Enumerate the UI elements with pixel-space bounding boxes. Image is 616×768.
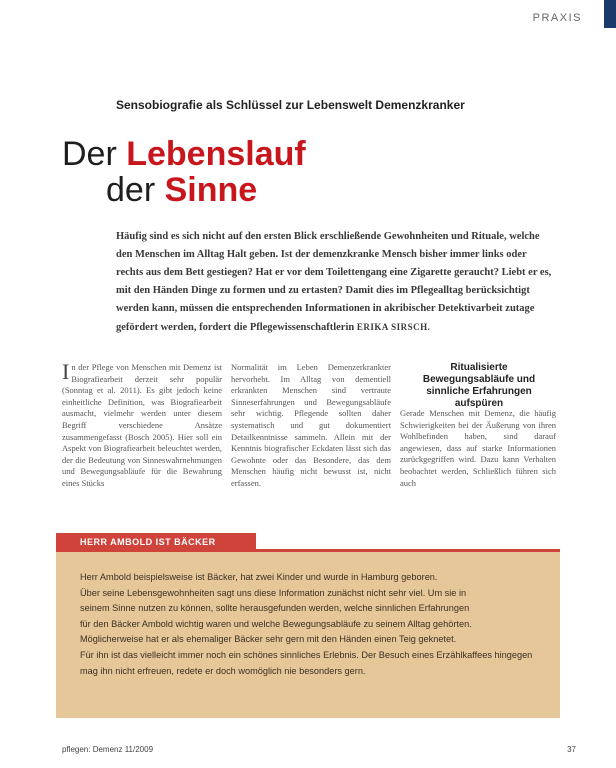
infobox-line: Über seine Lebensgewohnheiten sagt uns diese Information zunächst nicht sehr viel. Um sie in [80,587,467,598]
intro-text: Häufig sind es sich nicht auf den ersten Blick erschließende Gewohnheiten und Rituale, welche den Menschen im Alltag Halt geben. Ist der demenzkranke Mensch bisher immer links oder rechts aus dem Bett gestiegen? Hat er vor dem Toilettengang eine Zigarette geraucht? Liebt er es, mit den Händen Dinge zu formen und zu ertasten? Damit dies im Pflegealltag berücksichtigt werden kann, müssen die entsprechenden Informationen in akribischer Detektivarbeit zutage gefördert werden, fordert die Pflegewissenschaftlerin [116,231,552,333]
infobox-line: Möglicherweise hat er als ehemaliger Bäcker sehr gern mit den Händen einen Teig geknetet. [80,634,457,645]
title-dark-word-1: Der [62,135,127,173]
infobox-line: Herr Ambold beispielsweise ist Bäcker, hat zwei Kinder und wurde in Hamburg geboren. [80,572,438,582]
body-column-1 [62,359,222,490]
column-3-subhead: Ritualisierte Bewegungsabläufe und sinnliche Erfahrungen aufspüren [422,362,536,409]
section-label: PRAXIS [532,12,582,24]
column-2-text: Normalität im Leben Demenzerkrankter hervorhebt. Im Alltag von dementiell erkrankten Menschen sind vertraute Sinneserfahrungen und Bewegungsabläufe sehr wichtig. Pflegende sollten daher systematisch und gut dokumentiert Detailkenntnisse sammeln. Allein mit der Kenntnis biografischer Eckdaten lässt sich das Gewohnte oder das Besondere, das dem Menschen häufig nicht bewusst ist, nicht erfassen. [231,362,391,488]
body-column-3 [400,408,556,489]
infobox-line: für den Bäcker Ambold wichtig waren und welche Bewegungsabläufe zu seinem Alltag gehörten. [80,618,472,629]
footer-publication: pflegen: Demenz 11/2009 [62,745,154,754]
column-1-text: n der Pflege von Menschen mit Demenz ist Biografiearbeit derzeit sehr populär (Sonntag et al. 2011). Es gibt jedoch keine einheitliche Definition, was Biografiearbeit ausmacht, vielmehr werden unter diesem Begriff verschiedene Ansätze zusammengefasst (Bosch 2005). Hier soll ein Aspekt von Biografiearbeit beleuchtet werden, der die Bedeutung von Sinneswahrnehmungen und Bewegungsabläufe für die Bewahrung eines Stücks [62,362,222,488]
title-dark-word-2: der [106,171,165,209]
infobox [56,552,560,718]
author-name: ERIKA SIRSCH. [356,322,431,332]
title-red-word-1: Lebenslauf [126,135,306,173]
article-intro [116,228,552,337]
article-title-line-2 [106,172,257,208]
page-number: 37 [567,745,576,754]
title-red-word-2: Sinne [164,171,258,209]
article-title-line-1 [62,136,306,172]
drop-cap: I [62,359,70,384]
body-column-2 [231,362,391,490]
infobox-header: HERR AMBOLD IST BÄCKER [56,533,256,551]
infobox-line: Für ihn ist das vielleicht immer noch ein schönes sinnliches Erlebnis. Der Besuch eines Erzählkaffees hingegen mag ihn nicht erfreuen, redete er doch womöglich nie besonders gern. [80,649,533,676]
article-subhead: Sensobiografie als Schlüssel zur Lebenswelt Demenzkranker [116,98,465,112]
infobox-line: seinem Sinne nutzen zu können, sollte herausgefunden werden, welche sinnlichen Erfahrungen [80,603,470,614]
section-color-tab [604,0,616,28]
column-3-text: Gerade Menschen mit Demenz, die häufig Schwierigkeiten bei der Äußerung von ihren Wohlbefinden haben, sind darauf angewiesen, dass auf starke Informationen zurückgegriffen wird. Dazu kann Verhalten beobachtet werden, Schließlich führen sich auch [400,408,556,488]
